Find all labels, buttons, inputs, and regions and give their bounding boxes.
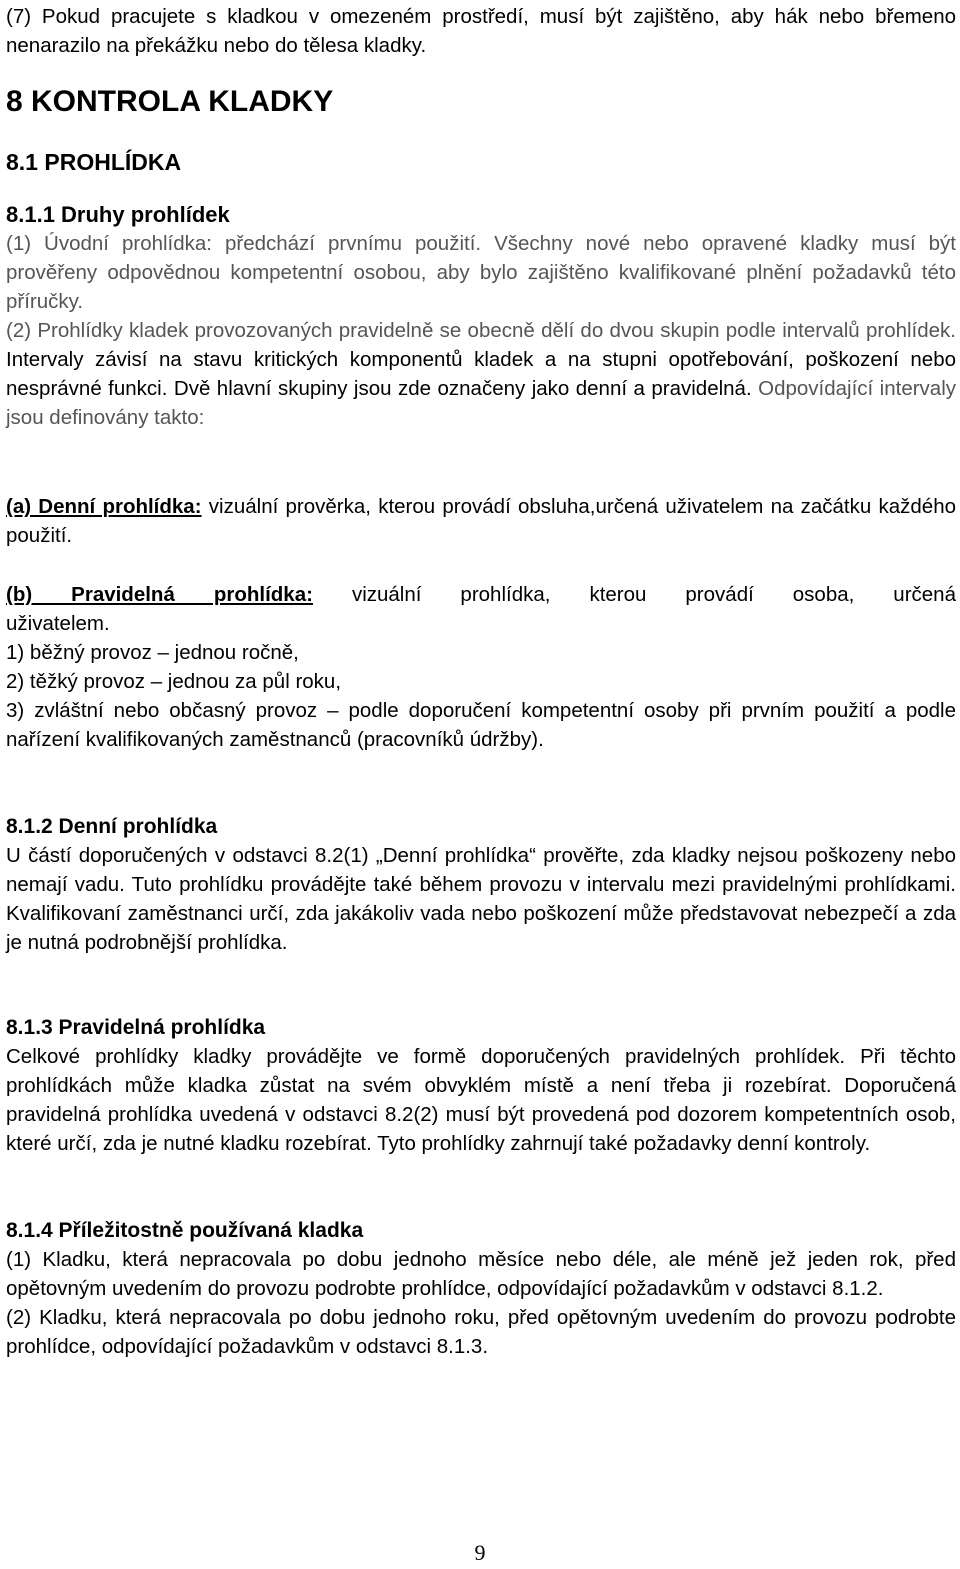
section-8-1-3-heading: 8.1.3 Pravidelná prohlídka: [6, 1016, 266, 1039]
section-8-1-4-paragraph-1: (1) Kladku, která nepracovala po dobu jednoho měsíce nebo déle, ale méně jež jeden rok, před opětovným uvedením do provozu podrobte prohlídce, odpovídající požadavkům v odstavci 8.1.2.: [6, 1248, 956, 1300]
item-b: [6, 580, 956, 754]
section-8-1-2-text: U částí doporučených v odstavci 8.2(1) „Denní prohlídka“ prověřte, zda kladky nejsou poškozeny nebo nemají vadu. Tuto prohlídku provádějte také během provozu v intervalu mezi pravidelnými prohlídkami. Kvalifikovaní zaměstnanci určí, zda jakákoliv vada nebo poškození může představovat nebezpečí a zda je nutná podrobnější prohlídka.: [6, 844, 956, 954]
paragraph-2-tail: Odpovídající intervaly jsou definovány takto:: [6, 377, 957, 429]
section-8-1-2: [6, 812, 956, 957]
intro-paragraph: (7) Pokud pracujete s kladkou v omezeném prostředí, musí být zajištěno, aby hák nebo břemeno nenarazilo na překážku nebo do tělesa kladky.: [6, 5, 956, 57]
item-a: [6, 492, 956, 550]
section-8-1-3-text: Celkové prohlídky kladky provádějte ve formě doporučených pravidelných prohlídek. Při těchto prohlídkách může kladka zůstat na svém obvyklém místě a není třeba ji rozebírat. Doporučená pravidelná prohlídka uvedená v odstavci 8.2(2) musí být provedená pod dozorem kompetentních osob, které určí, zda je nutné kladku rozebírat. Tyto prohlídky zahrnují také požadavky denní kontroly.: [6, 1045, 956, 1155]
item-b-text: vizuální prohlídka, kterou provádí osoba, určená: [351, 583, 956, 606]
paragraph-2-lead: (2) Prohlídky kladek provozovaných pravidelně se obecně dělí do dvou skupin podle intervalů prohlídek.: [6, 319, 956, 342]
item-b-list-1: 1) běžný provoz – jednou ročně,: [6, 641, 299, 664]
section-8-1-heading: 8.1 PROHLÍDKA: [6, 149, 182, 175]
section-8-1-4: [6, 1216, 956, 1361]
section-8-1-4-paragraph-2: (2) Kladku, která nepracovala po dobu jednoho roku, před opětovným uvedením do provozu podrobte prohlídce, odpovídající požadavkům v odstavci 8.1.3.: [6, 1306, 956, 1358]
paragraph-2-body: Intervaly závisí na stavu kritických komponentů kladek a na stupni opotřebování, poškození nebo nesprávné funkci. Dvě hlavní skupiny jsou zde označeny jako denní a pravidelná.: [6, 348, 956, 400]
section-8-1-1-heading: 8.1.1 Druhy prohlídek: [6, 202, 230, 227]
item-b-label: (b) Pravidelná prohlídka:: [6, 583, 313, 606]
paragraph-2: [6, 316, 956, 432]
item-a-text: vizuální prověrka, kterou provádí obsluha,určená uživatelem na začátku každého použití.: [6, 495, 957, 547]
item-b-list-3: 3) zvláštní nebo občasný provoz – podle doporučení kompetentní osoby při prvním použití a podle nařízení kvalifikovaných zaměstnanců (pracovníků údržby).: [6, 699, 956, 751]
item-b-line1: [6, 580, 956, 609]
item-b-line2: uživatelem.: [6, 612, 110, 635]
item-a-label: (a) Denní prohlídka:: [6, 495, 202, 518]
page-number: 9: [474, 1540, 486, 1565]
section-8-1-4-heading: 8.1.4 Příležitostně používaná kladka: [6, 1219, 364, 1242]
item-b-list-2: 2) těžký provoz – jednou za půl roku,: [6, 670, 342, 693]
section-8-1-3: [6, 1013, 956, 1158]
section-8-heading: 8 KONTROLA KLADKY: [6, 85, 334, 118]
section-8-1-1: [6, 200, 956, 432]
paragraph-1: (1) Úvodní prohlídka: předchází prvnímu použití. Všechny nové nebo opravené kladky musí být prověřeny odpovědnou kompetentní osobou, aby bylo zajištěno kvalifikované plnění požadavků této příručky.: [6, 232, 956, 313]
section-8-1-2-heading: 8.1.2 Denní prohlídka: [6, 815, 218, 838]
